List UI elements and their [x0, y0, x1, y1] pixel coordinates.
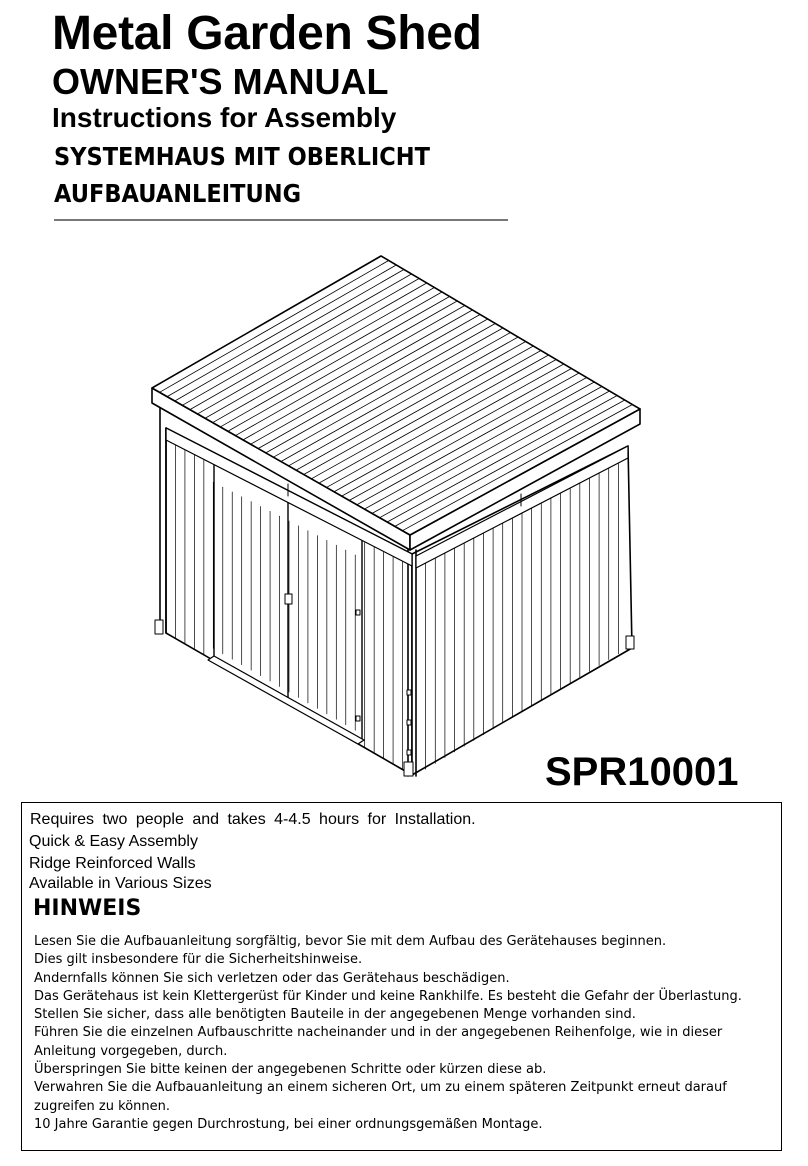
german-subtitle: AUFBAUANLEITUNG	[54, 179, 302, 208]
hinweis-line: Das Gerätehaus ist kein Klettergerüst für Kinder und keine Rankhilfe. Es besteht die Gefahr der Überlastung.	[34, 988, 742, 1004]
feature-reinforced-walls: Ridge Reinforced Walls	[29, 855, 196, 872]
feature-install-time: Requires two people and takes 4-4.5 hours for Installation.	[30, 811, 476, 828]
title-divider	[54, 219, 508, 221]
door-handle	[285, 594, 292, 604]
hinweis-line: Lesen Sie die Aufbauanleitung sorgfältig, bevor Sie mit dem Aufbau des Gerätehauses beginnen.	[34, 934, 667, 949]
hinweis-text	[34, 933, 774, 1134]
hinweis-line: zugreifen zu können.	[34, 1098, 170, 1114]
model-number: SPR10001	[545, 750, 739, 794]
shed-illustration	[140, 248, 655, 788]
document-title: Metal Garden Shed	[52, 7, 482, 60]
hinweis-line: Anleitung vorgegeben, durch.	[34, 1043, 228, 1059]
hinweis-line: 10 Jahre Garantie gegen Durchrostung, bei einer ordnungsgemäßen Montage.	[34, 1116, 543, 1132]
document-subtitle: OWNER'S MANUAL	[52, 61, 389, 102]
hinweis-line: Führen Sie die einzelnen Aufbauschritte nacheinander und in der angegebenen Reihenfolge, wie in dieser	[34, 1025, 723, 1041]
hinweis-line: Überspringen Sie bitte keinen der angegebenen Schritte oder kürzen diese ab.	[34, 1062, 547, 1078]
hinweis-heading: HINWEIS	[33, 896, 142, 921]
info-box	[21, 802, 782, 1151]
hinweis-line: Stellen Sie sicher, dass alle benötigten Bauteile in der angegebenen Menge vorhanden sind.	[34, 1007, 636, 1023]
hinweis-line: Andernfalls können Sie sich verletzen oder das Gerätehaus beschädigen.	[34, 970, 510, 986]
instructions-heading: Instructions for Assembly	[52, 102, 397, 133]
feature-quick-assembly: Quick & Easy Assembly	[29, 833, 198, 850]
german-title: SYSTEMHAUS MIT OBERLICHT	[54, 142, 430, 171]
hinweis-line: Verwahren Sie die Aufbauanleitung an einem sicheren Ort, um zu einem späteren Zeitpunkt erneut darauf	[34, 1080, 727, 1096]
feature-various-sizes: Available in Various Sizes	[29, 875, 212, 892]
hinweis-line: Dies gilt insbesondere für die Sicherheitshinweise.	[34, 952, 363, 968]
